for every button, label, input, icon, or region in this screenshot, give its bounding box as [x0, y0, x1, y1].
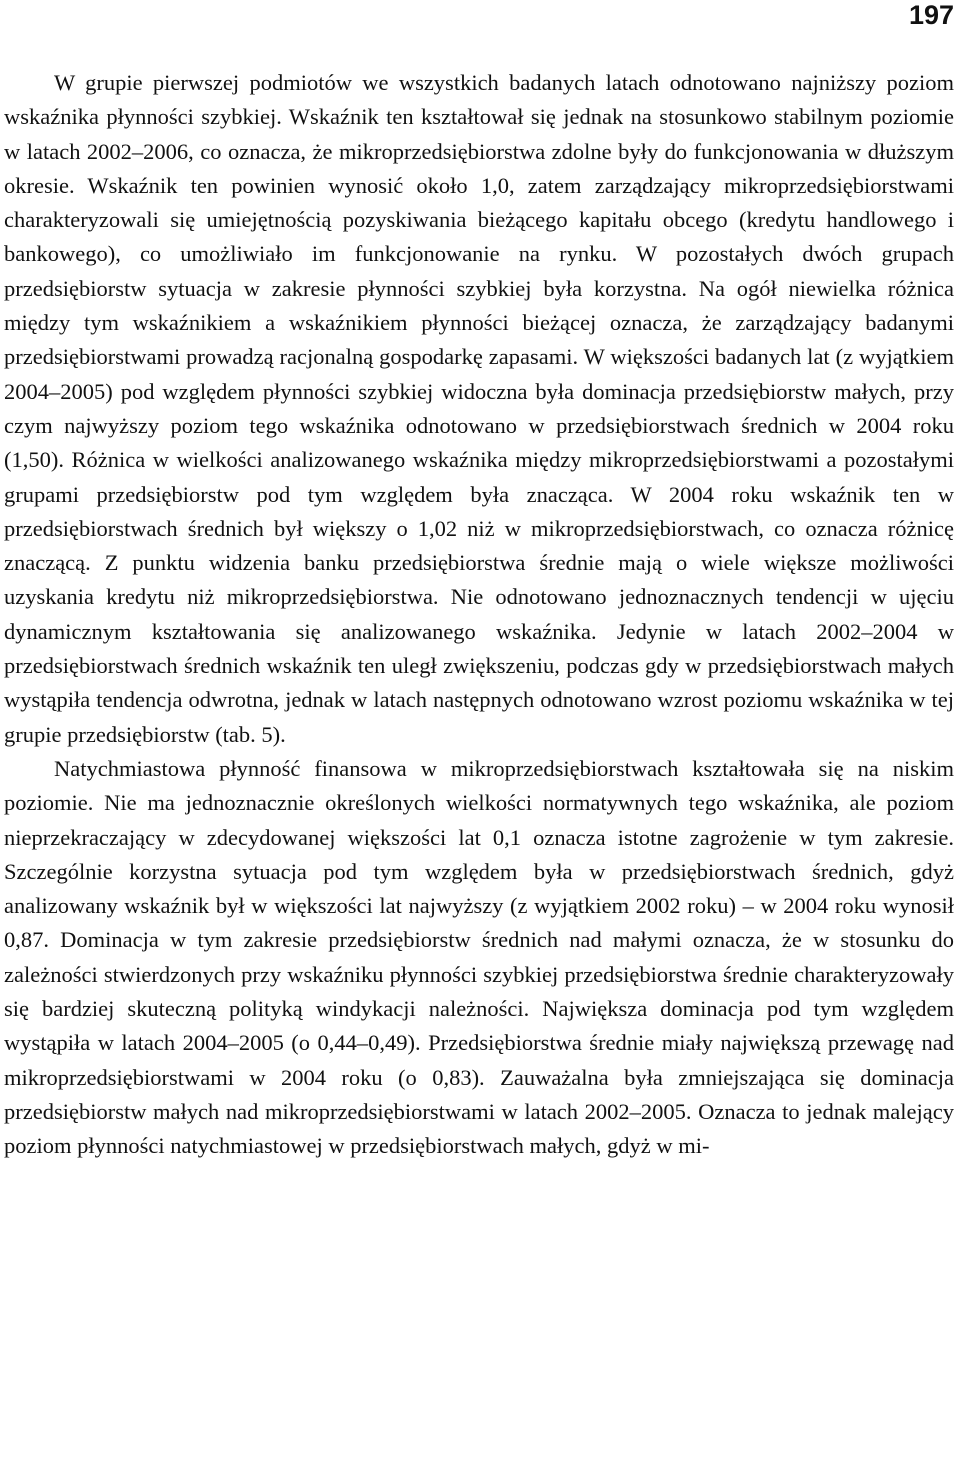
paragraph-quick-liquidity: W grupie pierwszej podmiotów we wszystkich badanych latach odnotowano najniższy poziom wskaźnika płynności szybkiej. Wskaźnik ten kształtował się jednak na stosunkowo stabilnym poziomie w latach 2002–2006, co oznacza, że mikroprzedsiębiorstwa zdolne były do funkcjonowania w dłuższym okresie. Wskaźnik ten powinien wynosić około 1,0, zatem zarządzający mikroprzedsiębiorstwami charakteryzowali się umiejętnością pozyskiwania bieżącego kapitału obcego (kredytu handlowego i bankowego), co umożliwiało im funkcjonowanie na rynku. W pozostałych dwóch grupach przedsiębiorstw sytuacja w zakresie płynności szybkiej była korzystna. Na ogół niewielka różnica między tym wskaźnikiem a wskaźnikiem płynności bieżącej oznacza, że zarządzający badanymi przedsiębiorstwami prowadzą racjonalną gospodarkę zapasami. W większości badanych lat (z wyjątkiem 2004–2005) pod względem płynności szybkiej widoczna była dominacja przedsiębiorstw małych, przy czym najwyższy poziom tego wskaźnika odnotowano w przedsiębiorstwach średnich w 2004 roku (1,50). Różnica w wielkości analizowanego wskaźnika między mikroprzedsiębiorstwami a pozostałymi grupami przedsiębiorstw pod tym względem była znacząca. W 2004 roku wskaźnik ten w przedsiębiorstwach średnich był większy o 1,02 niż w mikroprzedsiębiorstwach, co oznacza różnicę znaczącą. Z punktu widzenia banku przedsiębiorstwa średnie mają o wiele większe możliwości uzyskania kredytu niż mikroprzedsiębiorstwa. Nie odnotowano jednoznacznych tendencji w ujęciu dynamicznym kształtowania się analizowanego wskaźnika. Jedynie w latach 2002–2004 w przedsiębiorstwach średnich wskaźnik ten uległ zwiększeniu, podczas gdy w przedsiębiorstwach małych wystąpiła tendencja odwrotna, jednak w latach następnych odnotowano wzrost poziomu wskaźnika w tej grupie przedsiębiorstw (tab. 5).: [4, 70, 954, 747]
page-number: 197: [908, 0, 954, 30]
paragraph-cash-liquidity: Natychmiastowa płynność finansowa w mikroprzedsiębiorstwach kształtowała się na niskim poziomie. Nie ma jednoznacznie określonych wielkości normatywnych tego wskaźnika, ale poziom nieprzekraczający w zdecydowanej większości lat 0,1 oznacza istotne zagrożenie w tym zakresie. Szczególnie korzystna sytuacja pod tym względem była w przedsiębiorstwach średnich, gdyż analizowany wskaźnik był w większości lat najwyższy (z wyjątkiem 2002 roku) – w 2004 roku wynosił 0,87. Dominacja w tym zakresie przedsiębiorstw średnich nad małymi oznacza, że w stosunku do zależności stwierdzonych przy wskaźniku płynności szybkiej przedsiębiorstwa średnie charakteryzowały się bardziej skuteczną polityką windykacji należności. Największa dominacja pod tym względem wystąpiła w latach 2004–2005 (o 0,44–0,49). Przedsiębiorstwa średnie miały największą przewagę nad mikroprzedsiębiorstwami w 2004 roku (o 0,83). Zauważalna była zmniejszająca się dominacja przedsiębiorstw małych nad mikroprzedsiębiorstwami w latach 2002–2005. Oznacza to jednak malejący poziom płynności natychmiastowej w przedsiębiorstwach małych, gdyż w mi-: [4, 755, 954, 1159]
text-body: [4, 66, 954, 1164]
